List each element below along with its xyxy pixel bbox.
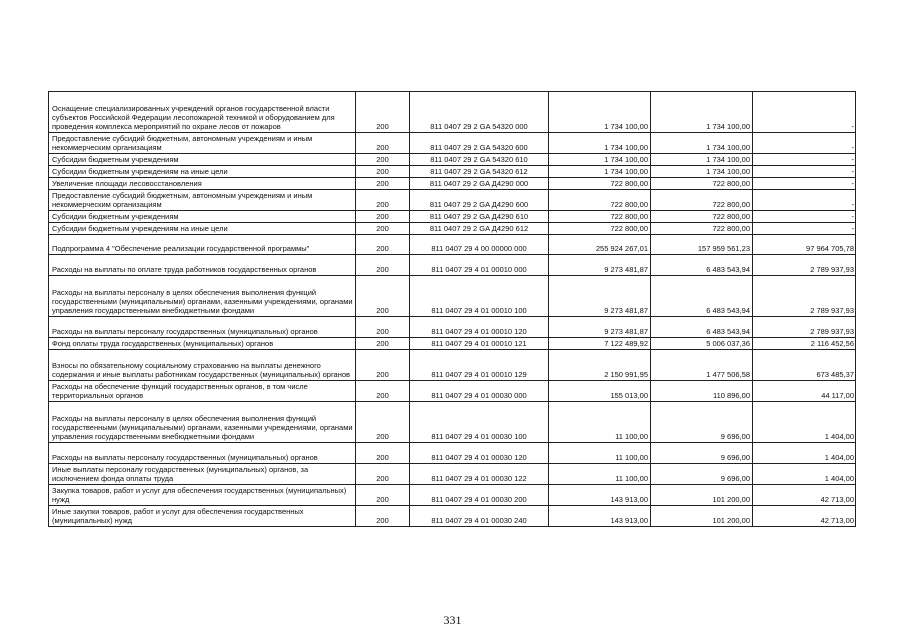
row-value-3-cell: - — [753, 190, 856, 211]
row-code-cell: 200 — [356, 92, 410, 133]
row-code-cell: 200 — [356, 178, 410, 190]
row-code-cell: 200 — [356, 443, 410, 464]
row-value-3-cell: 2 789 937,93 — [753, 276, 856, 317]
row-code-cell: 200 — [356, 235, 410, 255]
row-code-cell: 200 — [356, 154, 410, 166]
row-name-cell: Оснащение специализированных учреждений органов государственной власти субъектов Российской Федерации лесопожарной техникой и оборудованием для проведения комплекса мероприятий по охране лесов от пожаров — [49, 92, 356, 133]
budget-table — [48, 91, 856, 527]
row-value-3-cell: - — [753, 178, 856, 190]
row-value-1-cell: 722 800,00 — [549, 190, 651, 211]
row-name-cell: Расходы на выплаты персоналу государственных (муниципальных) органов — [49, 317, 356, 338]
row-value-2-cell: 9 696,00 — [651, 443, 753, 464]
row-name-cell: Фонд оплаты труда государственных (муниципальных) органов — [49, 338, 356, 350]
row-value-3-cell: - — [753, 154, 856, 166]
row-value-1-cell: 722 800,00 — [549, 178, 651, 190]
row-name-cell: Расходы на обеспечение функций государственных органов, в том числе территориальных органов — [49, 381, 356, 402]
row-code-cell: 200 — [356, 402, 410, 443]
row-code-cell: 200 — [356, 506, 410, 527]
row-classification-cell: 811 0407 29 4 00 00000 000 — [410, 235, 549, 255]
row-code-cell: 200 — [356, 255, 410, 276]
row-value-1-cell: 143 913,00 — [549, 485, 651, 506]
row-classification-cell: 811 0407 29 2 GA Д4290 612 — [410, 223, 549, 235]
row-value-1-cell: 1 734 100,00 — [549, 133, 651, 154]
row-value-3-cell: 2 789 937,93 — [753, 255, 856, 276]
table-row — [49, 350, 856, 381]
row-classification-cell: 811 0407 29 4 01 00010 000 — [410, 255, 549, 276]
table-row — [49, 464, 856, 485]
row-name-cell: Предоставление субсидий бюджетным, автономным учреждениям и иным некоммерческим организациям — [49, 133, 356, 154]
table-row — [49, 317, 856, 338]
row-value-1-cell: 1 734 100,00 — [549, 92, 651, 133]
row-value-3-cell: - — [753, 133, 856, 154]
row-classification-cell: 811 0407 29 2 GA 54320 610 — [410, 154, 549, 166]
row-classification-cell: 811 0407 29 4 01 00030 240 — [410, 506, 549, 527]
row-value-1-cell: 11 100,00 — [549, 402, 651, 443]
row-value-1-cell: 2 150 991,95 — [549, 350, 651, 381]
row-code-cell: 200 — [356, 223, 410, 235]
row-name-cell: Подпрограмма 4 "Обеспечение реализации государственной программы" — [49, 235, 356, 255]
row-value-1-cell: 11 100,00 — [549, 443, 651, 464]
row-value-2-cell: 722 800,00 — [651, 190, 753, 211]
table-row — [49, 92, 856, 133]
row-value-1-cell: 255 924 267,01 — [549, 235, 651, 255]
table-row — [49, 276, 856, 317]
row-value-2-cell: 1 734 100,00 — [651, 133, 753, 154]
row-code-cell: 200 — [356, 276, 410, 317]
row-value-2-cell: 157 959 561,23 — [651, 235, 753, 255]
table-row — [49, 133, 856, 154]
row-value-2-cell: 5 006 037,36 — [651, 338, 753, 350]
row-code-cell: 200 — [356, 317, 410, 338]
row-classification-cell: 811 0407 29 2 GA Д4290 600 — [410, 190, 549, 211]
row-value-2-cell: 1 734 100,00 — [651, 166, 753, 178]
row-value-2-cell: 101 200,00 — [651, 506, 753, 527]
row-name-cell: Иные закупки товаров, работ и услуг для обеспечения государственных (муниципальных) нужд — [49, 506, 356, 527]
row-classification-cell: 811 0407 29 4 01 00010 121 — [410, 338, 549, 350]
table-row — [49, 223, 856, 235]
row-name-cell: Закупка товаров, работ и услуг для обеспечения государственных (муниципальных) нужд — [49, 485, 356, 506]
row-value-3-cell: - — [753, 92, 856, 133]
row-classification-cell: 811 0407 29 2 GA 54320 000 — [410, 92, 549, 133]
row-code-cell: 200 — [356, 338, 410, 350]
row-classification-cell: 811 0407 29 4 01 00030 200 — [410, 485, 549, 506]
row-classification-cell: 811 0407 29 4 01 00010 129 — [410, 350, 549, 381]
row-value-2-cell: 6 483 543,94 — [651, 276, 753, 317]
row-code-cell: 200 — [356, 190, 410, 211]
table-row — [49, 166, 856, 178]
row-value-3-cell: - — [753, 211, 856, 223]
row-name-cell: Субсидии бюджетным учреждениям — [49, 154, 356, 166]
row-code-cell: 200 — [356, 381, 410, 402]
table-row — [49, 154, 856, 166]
row-value-2-cell: 722 800,00 — [651, 211, 753, 223]
row-classification-cell: 811 0407 29 2 GA 54320 612 — [410, 166, 549, 178]
row-classification-cell: 811 0407 29 4 01 00030 100 — [410, 402, 549, 443]
row-name-cell: Субсидии бюджетным учреждениям на иные цели — [49, 166, 356, 178]
table-row — [49, 211, 856, 223]
row-value-3-cell: 2 789 937,93 — [753, 317, 856, 338]
table-row — [49, 178, 856, 190]
row-value-2-cell: 722 800,00 — [651, 178, 753, 190]
row-value-1-cell: 155 013,00 — [549, 381, 651, 402]
row-value-2-cell: 722 800,00 — [651, 223, 753, 235]
row-name-cell: Расходы на выплаты персоналу в целях обеспечения выполнения функций государственными (муниципальными) органами, казенными учреждениями, органами управления государственными внебюджетными фондами — [49, 402, 356, 443]
table-row — [49, 402, 856, 443]
table-body — [49, 92, 856, 527]
row-value-2-cell: 1 477 506,58 — [651, 350, 753, 381]
row-value-2-cell: 9 696,00 — [651, 464, 753, 485]
row-classification-cell: 811 0407 29 2 GA 54320 600 — [410, 133, 549, 154]
table-row — [49, 485, 856, 506]
row-value-3-cell: 97 964 705,78 — [753, 235, 856, 255]
row-value-3-cell: 42 713,00 — [753, 506, 856, 527]
row-name-cell: Субсидии бюджетным учреждениям — [49, 211, 356, 223]
row-value-2-cell: 1 734 100,00 — [651, 92, 753, 133]
row-value-2-cell: 1 734 100,00 — [651, 154, 753, 166]
row-classification-cell: 811 0407 29 4 01 00010 100 — [410, 276, 549, 317]
row-name-cell: Расходы на выплаты по оплате труда работников государственных органов — [49, 255, 356, 276]
row-name-cell: Расходы на выплаты персоналу в целях обеспечения выполнения функций государственными (муниципальными) органами, казенными учреждениями, органами управления государственными внебюджетными фондами — [49, 276, 356, 317]
table-row — [49, 235, 856, 255]
row-value-3-cell: - — [753, 166, 856, 178]
row-classification-cell: 811 0407 29 4 01 00030 000 — [410, 381, 549, 402]
row-classification-cell: 811 0407 29 4 01 00030 120 — [410, 443, 549, 464]
row-value-1-cell: 722 800,00 — [549, 211, 651, 223]
row-value-1-cell: 9 273 481,87 — [549, 317, 651, 338]
table-row — [49, 506, 856, 527]
row-value-1-cell: 9 273 481,87 — [549, 276, 651, 317]
row-code-cell: 200 — [356, 133, 410, 154]
row-classification-cell: 811 0407 29 2 GA Д4290 610 — [410, 211, 549, 223]
table-row — [49, 338, 856, 350]
row-value-3-cell: 1 404,00 — [753, 402, 856, 443]
row-classification-cell: 811 0407 29 4 01 00030 122 — [410, 464, 549, 485]
row-code-cell: 200 — [356, 211, 410, 223]
row-classification-cell: 811 0407 29 4 01 00010 120 — [410, 317, 549, 338]
row-classification-cell: 811 0407 29 2 GA Д4290 000 — [410, 178, 549, 190]
row-value-2-cell: 9 696,00 — [651, 402, 753, 443]
row-value-3-cell: 673 485,37 — [753, 350, 856, 381]
row-value-1-cell: 722 800,00 — [549, 223, 651, 235]
row-value-1-cell: 1 734 100,00 — [549, 154, 651, 166]
row-code-cell: 200 — [356, 464, 410, 485]
row-value-2-cell: 110 896,00 — [651, 381, 753, 402]
row-value-1-cell: 7 122 489,92 — [549, 338, 651, 350]
row-value-1-cell: 9 273 481,87 — [549, 255, 651, 276]
table-row — [49, 255, 856, 276]
row-name-cell: Увеличение площади лесовосстановления — [49, 178, 356, 190]
row-code-cell: 200 — [356, 485, 410, 506]
row-code-cell: 200 — [356, 166, 410, 178]
row-name-cell: Взносы по обязательному социальному страхованию на выплаты денежного содержания и иные выплаты работникам государственных (муниципальных) органов — [49, 350, 356, 381]
row-value-3-cell: 1 404,00 — [753, 443, 856, 464]
row-value-3-cell: - — [753, 223, 856, 235]
row-value-2-cell: 101 200,00 — [651, 485, 753, 506]
table-row — [49, 381, 856, 402]
row-name-cell: Субсидии бюджетным учреждениям на иные цели — [49, 223, 356, 235]
row-name-cell: Расходы на выплаты персоналу государственных (муниципальных) органов — [49, 443, 356, 464]
table-row — [49, 443, 856, 464]
row-value-3-cell: 2 116 452,56 — [753, 338, 856, 350]
row-name-cell: Предоставление субсидий бюджетным, автономным учреждениям и иным некоммерческим организациям — [49, 190, 356, 211]
row-value-3-cell: 1 404,00 — [753, 464, 856, 485]
row-value-1-cell: 143 913,00 — [549, 506, 651, 527]
row-value-3-cell: 42 713,00 — [753, 485, 856, 506]
row-value-2-cell: 6 483 543,94 — [651, 317, 753, 338]
page-number: 331 — [443, 613, 462, 627]
row-name-cell: Иные выплаты персоналу государственных (муниципальных) органов, за исключением фонда оплаты труда — [49, 464, 356, 485]
row-value-1-cell: 11 100,00 — [549, 464, 651, 485]
row-value-1-cell: 1 734 100,00 — [549, 166, 651, 178]
table-row — [49, 190, 856, 211]
row-value-3-cell: 44 117,00 — [753, 381, 856, 402]
row-value-2-cell: 6 483 543,94 — [651, 255, 753, 276]
row-code-cell: 200 — [356, 350, 410, 381]
